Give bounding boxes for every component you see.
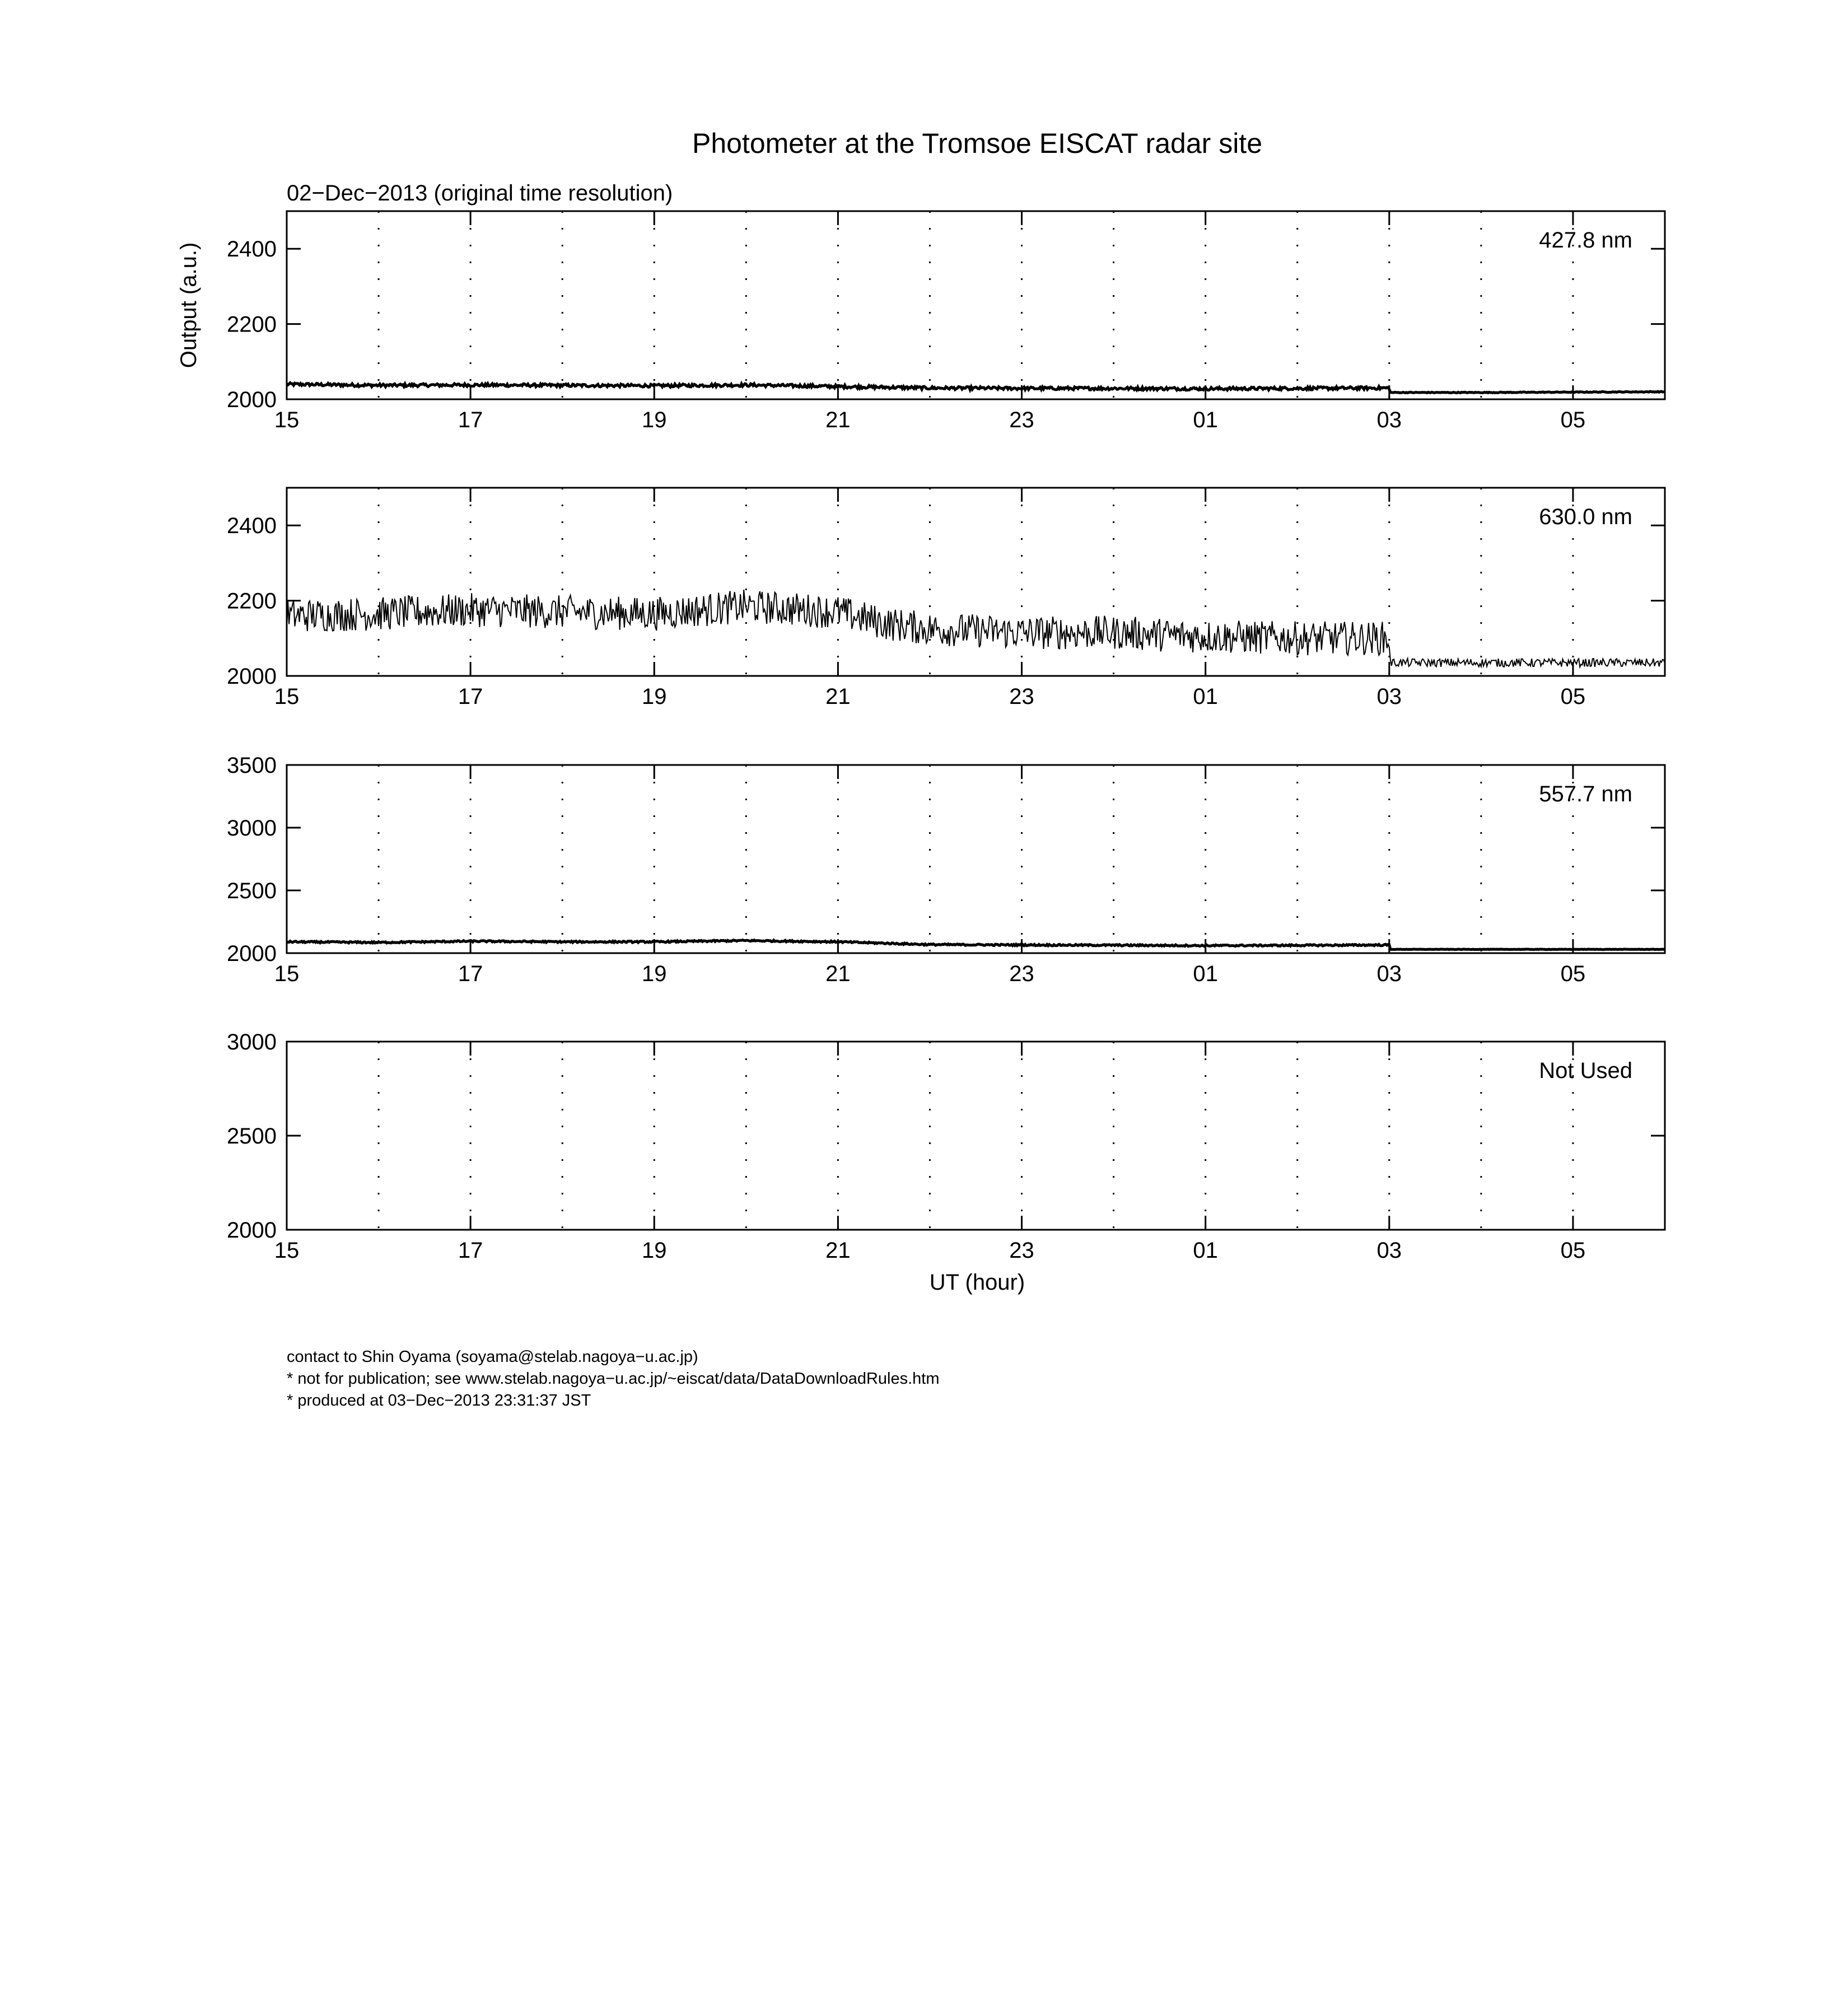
x-axis-label: UT (hour) (929, 1270, 1025, 1295)
x-tick-label: 19 (642, 962, 667, 986)
y-tick-label: 3000 (227, 816, 277, 841)
x-tick-label: 15 (274, 962, 300, 986)
y-tick-label: 2200 (227, 312, 277, 337)
y-tick-label: 2500 (227, 879, 277, 903)
axes-box (287, 765, 1665, 953)
x-tick-label: 01 (1193, 962, 1218, 986)
series-line-1 (287, 383, 1665, 393)
series-label: Not Used (1539, 1058, 1632, 1083)
y-tick-label: 2000 (227, 941, 277, 966)
x-tick-label: 23 (1009, 684, 1034, 709)
y-axis-label: Output (a.u.) (176, 242, 201, 368)
series-line-2 (287, 590, 1665, 667)
x-tick-label: 03 (1376, 684, 1402, 709)
series-line-3 (287, 940, 1665, 950)
x-tick-label: 19 (642, 408, 667, 432)
x-tick-label: 17 (458, 962, 483, 986)
x-tick-label: 23 (1009, 1238, 1034, 1263)
x-tick-label: 21 (825, 408, 851, 432)
y-tick-label: 3500 (227, 753, 277, 778)
x-tick-label: 23 (1009, 408, 1034, 432)
y-tick-label: 2400 (227, 514, 277, 539)
figure-subtitle: 02−Dec−2013 (original time resolution) (287, 181, 673, 206)
x-tick-label: 23 (1009, 962, 1034, 986)
x-tick-label: 03 (1376, 962, 1402, 986)
y-tick-label: 2000 (227, 388, 277, 412)
x-tick-label: 05 (1560, 408, 1586, 432)
panels (176, 211, 1665, 1295)
x-tick-label: 05 (1560, 962, 1586, 986)
x-tick-label: 03 (1376, 408, 1402, 432)
panel-1 (176, 211, 1665, 432)
x-tick-label: 01 (1193, 1238, 1218, 1263)
x-tick-label: 21 (825, 1238, 851, 1263)
y-tick-label: 2400 (227, 237, 277, 262)
figure-title: Photometer at the Tromsoe EISCAT radar site (692, 128, 1263, 159)
x-tick-label: 01 (1193, 408, 1218, 432)
panel-2 (227, 488, 1665, 709)
x-tick-label: 17 (458, 684, 483, 709)
footer-line-3: * produced at 03−Dec−2013 23:31:37 JST (287, 1392, 591, 1410)
footer-line-1: contact to Shin Oyama (soyama@stelab.nagoya−u.ac.jp) (287, 1348, 698, 1366)
y-tick-label: 2500 (227, 1124, 277, 1149)
x-tick-label: 05 (1560, 684, 1586, 709)
series-label: 557.7 nm (1539, 782, 1632, 806)
x-tick-label: 15 (274, 684, 300, 709)
x-tick-label: 03 (1376, 1238, 1402, 1263)
axes-box (287, 1042, 1665, 1230)
x-tick-label: 19 (642, 684, 667, 709)
x-tick-label: 01 (1193, 684, 1218, 709)
y-tick-label: 3000 (227, 1030, 277, 1054)
x-tick-label: 21 (825, 962, 851, 986)
x-tick-label: 17 (458, 1238, 483, 1263)
x-tick-label: 15 (274, 408, 300, 432)
y-tick-label: 2000 (227, 664, 277, 689)
footer-line-2: * not for publication; see www.stelab.nagoya−u.ac.jp/~eiscat/data/DataDownloadRules.htm (287, 1370, 940, 1388)
panel-4 (227, 1030, 1665, 1295)
x-tick-label: 15 (274, 1238, 300, 1263)
series-label: 427.8 nm (1539, 228, 1632, 253)
x-tick-label: 19 (642, 1238, 667, 1263)
panel-3 (227, 753, 1665, 986)
axes-box (287, 211, 1665, 399)
x-tick-label: 05 (1560, 1238, 1586, 1263)
y-tick-label: 2200 (227, 589, 277, 614)
y-tick-label: 2000 (227, 1218, 277, 1243)
x-tick-label: 17 (458, 408, 483, 432)
axes-box (287, 488, 1665, 676)
x-tick-label: 21 (825, 684, 851, 709)
series-label: 630.0 nm (1539, 505, 1632, 529)
